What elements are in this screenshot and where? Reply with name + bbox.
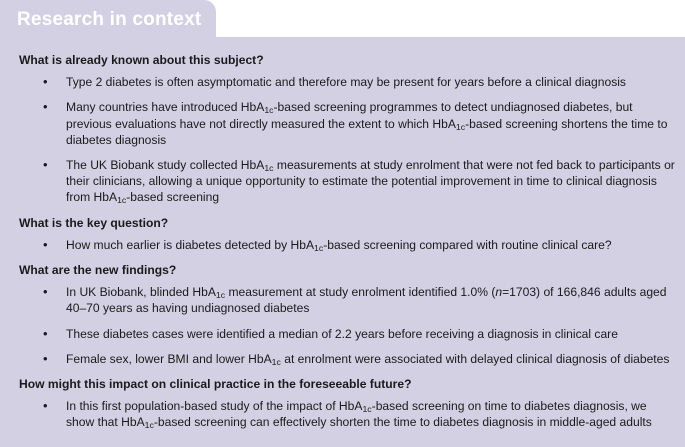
bullet-text: In this first population-based study of the impact of HbA$_{1c}$-based screening on time to diabetes diagnosis, we show that HbA$_{1c}$-based screening can effectively shorten the time to diabetes diagnosis in middle-aged adults bbox=[66, 399, 652, 431]
bullet-list-key-question bbox=[19, 237, 675, 253]
bullet-text: Female sex, lower BMI and lower HbA$_{1c}$ at enrolment were associated with delayed clinical diagnosis of diabetes bbox=[66, 351, 670, 368]
research-in-context-panel bbox=[0, 37, 685, 447]
list-item bbox=[19, 398, 675, 430]
list-item bbox=[19, 74, 675, 90]
box-title: Research in context bbox=[17, 9, 202, 30]
bullet-icon: • bbox=[43, 350, 48, 366]
list-item bbox=[19, 284, 675, 316]
list-item bbox=[19, 99, 675, 148]
bullet-text: The UK Biobank study collected HbA$_{1c}$ measurements at study enrolment that were not fed back to participants or their clinicians, allowing a unique opportunity to estimate the potential improvement in time to clinical diagnosis from HbA$_{1c}$-based screening bbox=[66, 158, 675, 206]
bullet-icon: • bbox=[43, 236, 48, 252]
bullet-icon: • bbox=[43, 157, 48, 173]
list-item bbox=[19, 326, 675, 342]
box-title-tab bbox=[0, 0, 216, 37]
bullet-icon: • bbox=[43, 74, 48, 90]
bullet-icon: • bbox=[43, 284, 48, 300]
bullet-text: Many countries have introduced HbA$_{1c}$-based screening programmes to detect undiagnosed diabetes, but previous evaluations have not directly measured the extent to which HbA$_{1c}$-based screening shortens the time to diabetes diagnosis bbox=[66, 100, 668, 147]
bullet-icon: • bbox=[43, 99, 48, 115]
section-heading-key-question: What is the key question? bbox=[19, 215, 169, 230]
bullet-text: In UK Biobank, blinded HbA$_{1c}$ measurement at study enrolment identified 1.0% (n=1703) of 166,846 adults aged 40–70 years as having undiagnosed diabetes bbox=[66, 285, 667, 316]
section-heading-new-findings: What are the new findings? bbox=[19, 263, 177, 278]
section-heading-clinical-impact: How might this impact on clinical practice in the foreseeable future? bbox=[19, 377, 412, 392]
bullet-text: These diabetes cases were identified a median of 2.2 years before receiving a diagnosis in clinical care bbox=[66, 326, 618, 341]
list-item bbox=[19, 351, 675, 367]
bullet-text: Type 2 diabetes is often asymptomatic and therefore may be present for years before a clinical diagnosis bbox=[66, 75, 626, 90]
bullet-icon: • bbox=[43, 398, 48, 414]
section-heading-known: What is already known about this subject? bbox=[19, 53, 264, 67]
list-item bbox=[19, 237, 675, 253]
bullet-list-new-findings bbox=[19, 284, 675, 367]
bullet-icon: • bbox=[43, 325, 48, 341]
bullet-list-clinical-impact bbox=[19, 398, 675, 430]
bullet-list-known bbox=[19, 74, 675, 205]
list-item bbox=[19, 157, 675, 206]
bullet-text: How much earlier is diabetes detected by HbA$_{1c}$-based screening compared with routine clinical care? bbox=[66, 237, 612, 253]
